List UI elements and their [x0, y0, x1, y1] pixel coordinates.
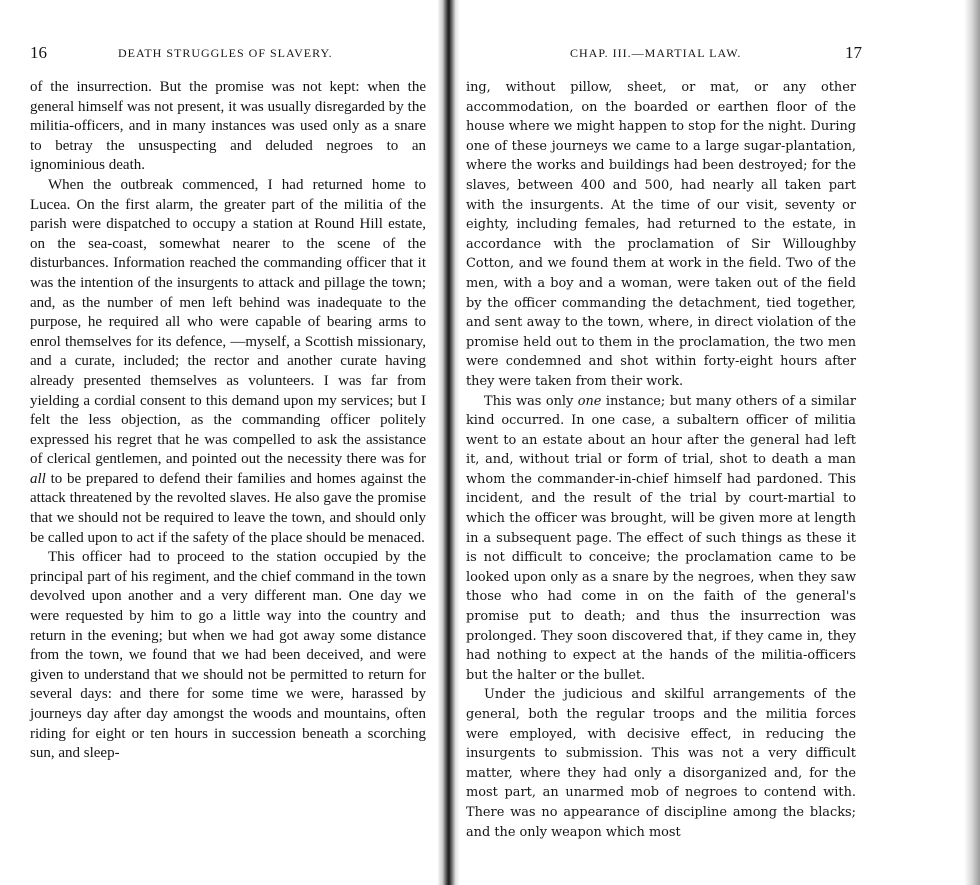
text-run: When the outbreak commenced, I had returned home to Lucea. On the first alarm, the greater part of the militia of the parish were dispatched to occupy a station at Round Hill estate, on the sea-coast, somewhat nearer to the scene of the disturbances. Information reached the commanding officer that it was the intention of the insurgents to attack and pillage the town; and, as the number of men left behind was inadequate to the purpose, he required all who were capable of bearing arms to enrol themselves for its defence, —myself, a Scottish missionary, and a curate, included; the rector and another curate having already presented themselves as volunteers. I was far from yielding a cordial consent to this demand upon my services; but I felt the less objection, as the commanding officer politely expressed his regret that he was compelled to ask the assistance of clerical gentlemen, and pointed out the necessity there was for	[30, 176, 426, 468]
text-run: This was only	[484, 393, 578, 409]
right-running-head	[466, 43, 862, 66]
book-gutter	[438, 0, 460, 885]
paragraph	[466, 685, 856, 842]
paragraph	[30, 548, 426, 764]
text-run: Under the judicious and skilful arrangements of the general, both the regular troops and the militia forces were employed, with decisive effect, in reducing the insurgents to submission. This was not a very difficult matter, where they had only a disorganized and, for the most part, an unarmed mob of negroes to contend with. There was no appearance of discipline among the blacks; and the only weapon which most	[466, 687, 856, 840]
paragraph	[466, 78, 856, 392]
page-edge	[964, 0, 980, 885]
text-run: to be prepared to defend their families and homes against the attack threatened by the revolted slaves. He also gave the promise that we should not be required to leave the town, and should only be called upon to act if the safety of the place should be menaced.	[30, 470, 426, 546]
text-run: ing, without pillow, sheet, or mat, or any other accommodation, on the boarded or earthen floor of the house where we might happen to stop for the night. During one of these journeys we came to a large sugar-plantation, where the works and buildings had been destroyed; for the slaves, between 400 and 500, had nearly all taken part with the insurgents. At the time of our visit, seventy or eighty, including females, had returned to the estate, in accordance with the proclamation of Sir Willoughby Cotton, and we found them at work in the field. Two of the men, with a boy and a woman, were taken out of the field by the officer commanding the detachment, tied together, and sent away to the town, where, in direct violation of the promise held out to them in the proclamation, the two men were condemned and shot within forty-eight hours after they were taken from their work.	[466, 80, 856, 389]
right-running-title: CHAP. III.—MARTIAL LAW.	[570, 46, 742, 60]
left-running-title: DEATH STRUGGLES OF SLAVERY.	[118, 46, 333, 60]
paragraph	[30, 78, 426, 176]
text-run: This officer had to proceed to the station occupied by the principal part of his regiment, and the chief command in the town devolved upon another and a very different man. One day we were requested by him to go a little way into the country and return in the evening; but when we had got away some distance from the town, we found that we had been deceived, and were given to understand that we should not be permitted to return for several days: and there for some time we were, harassed by journeys day after day amongst the woods and mountains, often riding for eight or ten hours in succession beneath a scorching sun, and sleep-	[30, 549, 426, 762]
paragraph	[30, 176, 426, 548]
left-body-text	[30, 78, 426, 764]
italic-text: all	[30, 470, 46, 487]
left-page-number: 16	[30, 43, 47, 62]
paragraph	[466, 392, 856, 686]
italic-text: one	[577, 393, 602, 409]
right-page-number: 17	[845, 43, 862, 62]
text-run: of the insurrection. But the promise was not kept: when the general himself was not present, it was usually disregarded by the militia-officers, and in many instances was used only as a snare to betray the unsuspecting and deluded negroes to an ignominious death.	[30, 79, 426, 174]
left-running-head	[30, 43, 426, 66]
text-run: instance; but many others of a similar kind occurred. In one case, a subaltern officer of militia went to an estate about an hour after the general had left it, and, without trial or form of trial, shot to death a man whom the commander-in-chief himself had pardoned. This incident, and the result of the trial by court-martial to which the officer was brought, will be given more at length in a subsequent page. The effect of such things as these it is not difficult to conceive; the proclamation came to be looked upon only as a snare by the negroes, when they saw those who had come in on the faith of the general's promise put to death; and thus the insurrection was prolonged. They soon discovered that, if they came in, they had nothing to expect at the hands of the militia-officers but the halter or the bullet.	[466, 393, 856, 683]
right-body-text	[466, 78, 856, 842]
